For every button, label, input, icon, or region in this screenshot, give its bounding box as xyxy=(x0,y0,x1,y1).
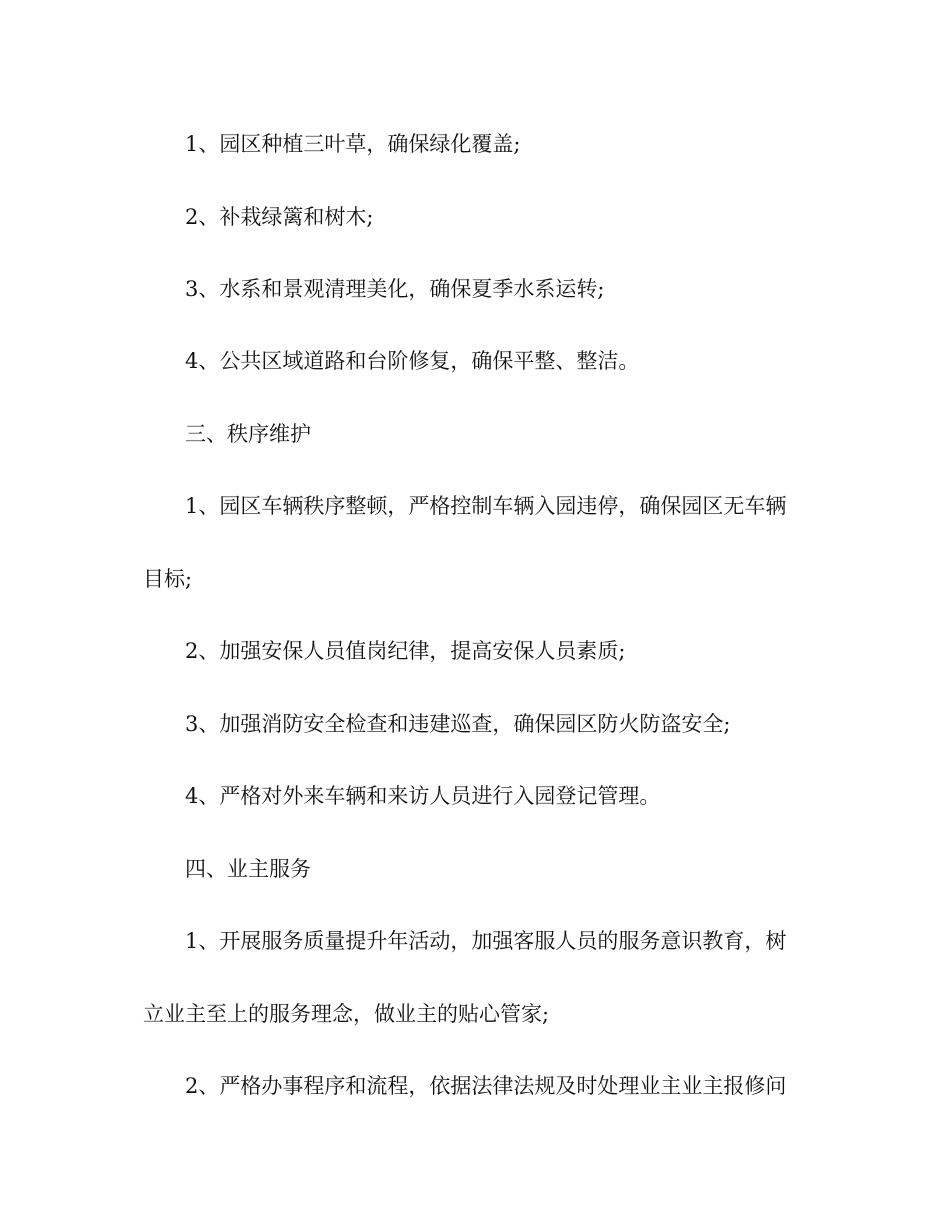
list-item-continuation: 目标; xyxy=(143,567,193,591)
list-item: 1、园区车辆秩序整顿，严格控制车辆入园违停，确保园区无车辆 xyxy=(185,494,787,518)
list-item: 2、严格办事程序和流程，依据法律法规及时处理业主业主报修问 xyxy=(185,1074,787,1098)
section-heading: 四、业主服务 xyxy=(185,857,311,881)
list-item: 3、水系和景观清理美化，确保夏季水系运转; xyxy=(185,277,605,301)
list-item: 1、园区种植三叶草，确保绿化覆盖; xyxy=(185,132,521,156)
list-item: 4、公共区域道路和台阶修复，确保平整、整洁。 xyxy=(185,349,640,373)
list-item: 1、开展服务质量提升年活动，加强客服人员的服务意识教育，树 xyxy=(185,929,787,953)
list-item: 3、加强消防安全检查和违建巡查，确保园区防火防盗安全; xyxy=(185,712,731,736)
list-item-continuation: 立业主至上的服务理念，做业主的贴心管家; xyxy=(143,1002,550,1026)
list-item: 4、严格对外来车辆和来访人员进行入园登记管理。 xyxy=(185,784,661,808)
list-item: 2、加强安保人员值岗纪律，提高安保人员素质; xyxy=(185,639,626,663)
list-item: 2、补栽绿篱和树木; xyxy=(185,205,374,229)
section-heading: 三、秩序维护 xyxy=(185,422,311,446)
